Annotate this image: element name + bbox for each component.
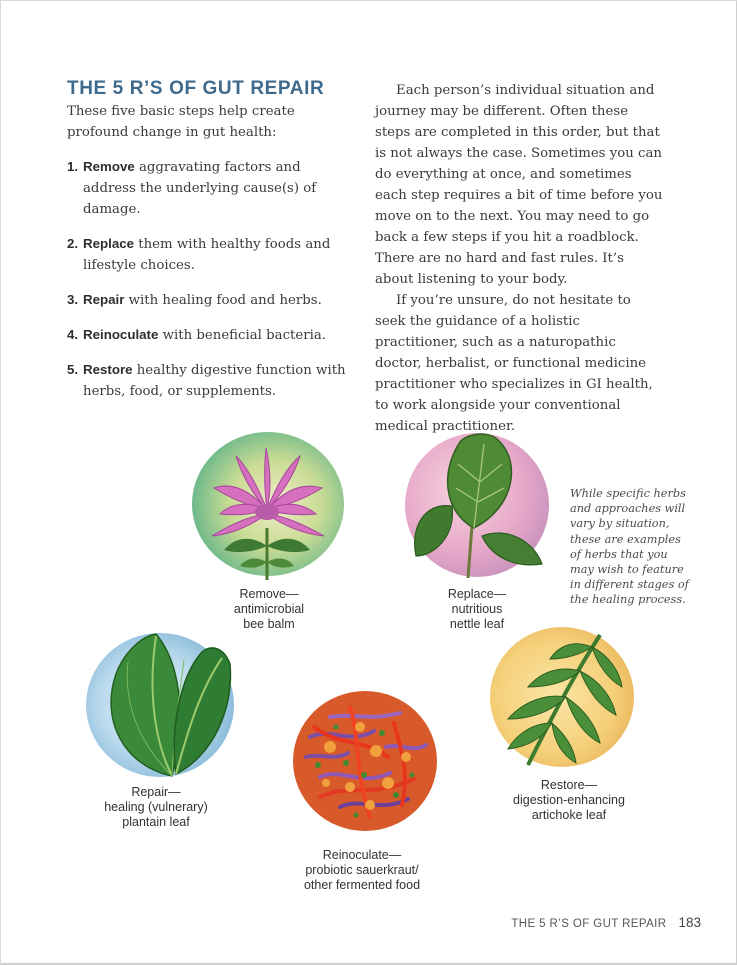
step-text: aggravating factors and address the underlying cause(s) of damage. [83,160,317,217]
step-keyword: Repair [83,292,125,307]
section-heading: THE 5 R’S OF GUT REPAIR [67,78,325,99]
intro-text: These five basic steps help create profound change in gut health: [67,104,295,140]
body-text-column [375,80,665,437]
bee-balm-illustration [190,430,346,582]
caption-reinoculate [287,848,437,893]
step-number: 3. [67,292,79,307]
body-paragraph: Each person’s individual situation and journey may be different. Often these steps are completed in this order, but that is not always the case. Sometimes you can do everything at once, and sometimes each step requires a bit of time before you move on to the next. You may need to go back a few steps if you hit a roadblock. There are no hard and fast rules. It’s about listening to your body. [375,83,663,287]
list-item [67,324,347,346]
steps-list [67,156,347,415]
page-footer [511,915,701,930]
caption-line: Remove— [239,587,299,601]
caption-line: artichoke leaf [531,808,607,822]
plantain-illustration [84,630,240,780]
caption-line: other fermented food [303,878,421,892]
caption-line: antimicrobial [233,602,305,616]
aside-note: While specific herbs and approaches will vary by situation, these are examples of herbs that you may wish to feature in different stages of the healing process. [570,487,689,607]
step-text: with healing food and herbs. [124,293,322,308]
list-item [67,156,347,220]
step-number: 4. [67,327,79,342]
list-item [67,289,347,311]
caption-restore [487,778,651,823]
running-head: THE 5 R’S OF GUT REPAIR [511,918,667,930]
page-number: 183 [678,915,701,930]
step-text: healthy digestive function with herbs, food, or supplements. [83,363,346,399]
caption-line: healing (vulnerary) [104,800,208,814]
caption-line: plantain leaf [122,815,190,829]
nettle-illustration [404,432,550,578]
step-text: them with healthy foods and lifestyle choices. [83,237,331,273]
caption-line: digestion-enhancing [513,793,625,807]
sauerkraut-illustration [290,687,440,835]
caption-line: probiotic sauerkraut/ [305,863,419,877]
caption-line: nettle leaf [449,617,505,631]
step-number: 5. [67,362,79,377]
list-item [67,233,347,276]
caption-line: Reinoculate— [322,848,402,862]
step-keyword: Remove [83,159,135,174]
step-number: 1. [67,159,79,174]
caption-remove [200,587,338,632]
step-keyword: Restore [83,362,133,377]
body-paragraph: If you’re unsure, do not hesitate to seek the guidance of a holistic practitioner, such as a naturopathic doctor, herbalist, or functional medicine practitioner who specializes in GI health, to work alongside your conventional medical practitioner. [375,293,653,434]
step-text: with beneficial bacteria. [158,328,327,343]
caption-line: Repair— [131,785,181,799]
caption-line: Restore— [540,778,598,792]
step-number: 2. [67,236,79,251]
caption-line: Replace— [447,587,507,601]
caption-repair [86,785,226,830]
caption-line: bee balm [243,617,295,631]
step-keyword: Reinoculate [83,327,159,342]
list-item [67,359,347,402]
artichoke-leaf-illustration [488,625,636,769]
step-keyword: Replace [83,236,134,251]
caption-line: nutritious [451,602,503,616]
